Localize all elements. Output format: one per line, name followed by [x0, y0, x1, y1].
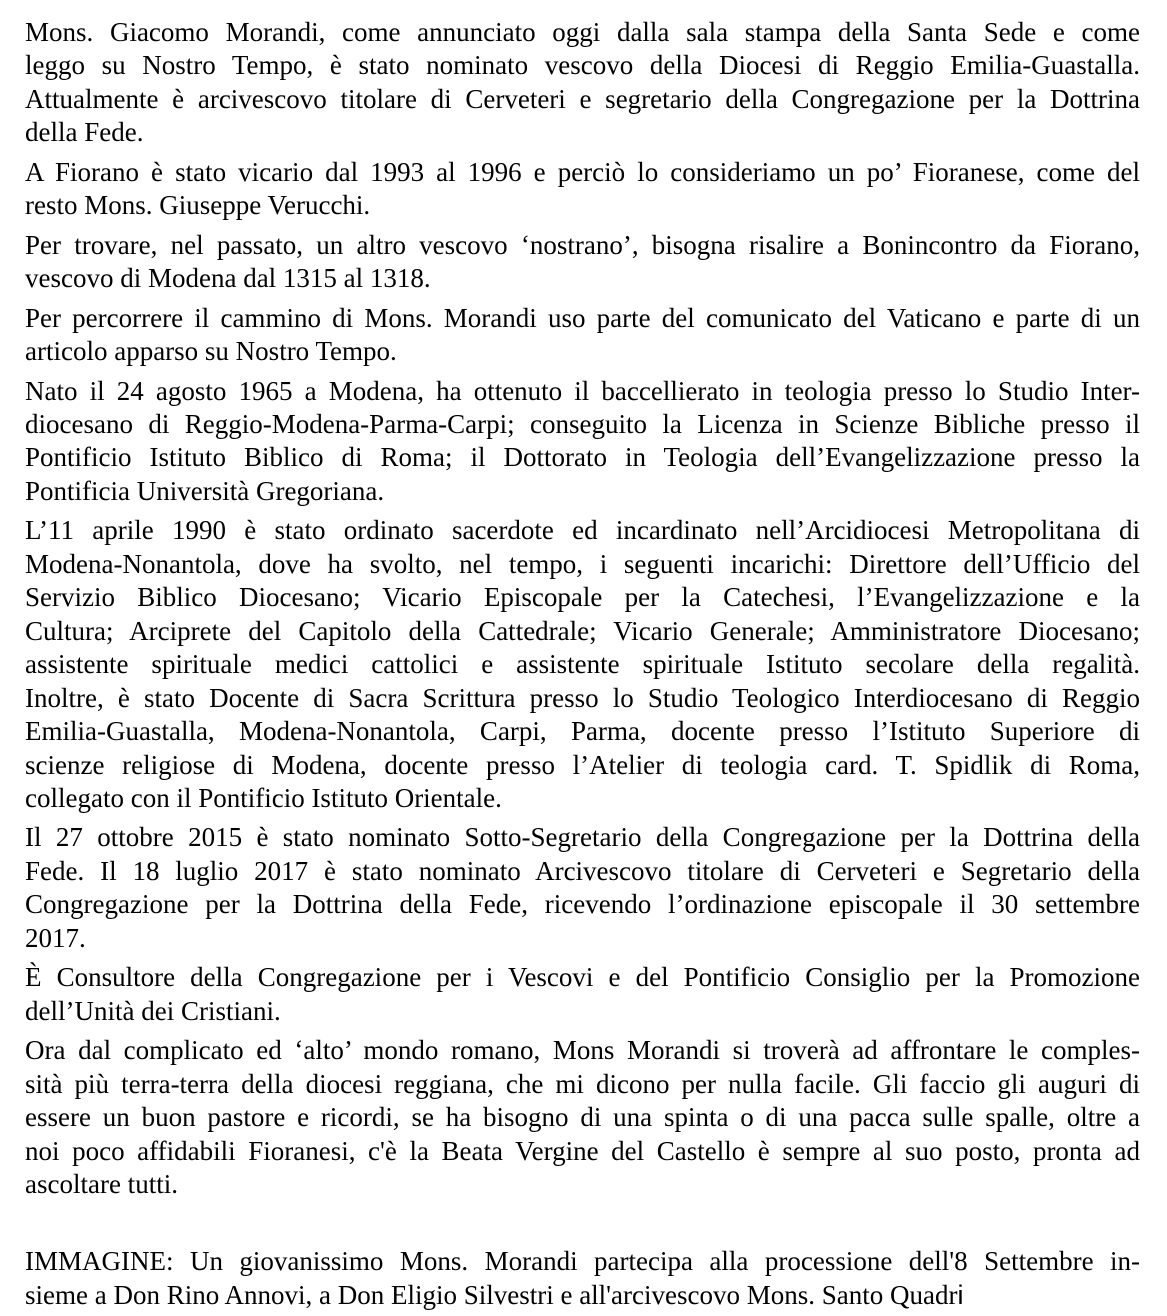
- paragraph-fonti: [25, 302, 1140, 369]
- paragraph-auguri: [25, 1034, 1140, 1201]
- paragraph-nomine-vaticane: [25, 821, 1140, 955]
- paragraph-auguri-line-4: noi poco affidabili Fioranesi, c'è la Beata Vergine del Castello è sempre al suo posto, pronta ad: [25, 1135, 1140, 1166]
- paragraph-auguri-line-3: essere un buon pastore e ricordi, se ha bisogno di una spinta o di una pacca sulle spalle, oltre a: [25, 1102, 1140, 1133]
- paragraph-consultore-line-1: È Consultore della Congregazione per i Vescovi e del Pontificio Consiglio per la Promozione: [25, 962, 1140, 993]
- paragraph-auguri-line-2: sità più terra-terra della diocesi reggiana, che mi dicono per nulla facile. Gli faccio gli auguri di: [25, 1068, 1140, 1099]
- paragraph-studi-line-3: Pontificio Istituto Biblico di Roma; il Dottorato in Teologia dell’Evangelizzazione presso la: [25, 442, 1140, 473]
- paragraph-nomination-line-2: leggo su Nostro Tempo, è stato nominato vescovo della Diocesi di Reggio Emilia-Guastalla.: [25, 50, 1140, 81]
- paragraph-consultore: [25, 961, 1140, 1028]
- paragraph-fiorano-line-2: resto Mons. Giuseppe Verucchi.: [25, 190, 371, 221]
- paragraph-fiorano: [25, 156, 1140, 223]
- paragraph-incarichi-line-3: Servizio Biblico Diocesano; Vicario Episcopale per la Catechesi, l’Evangelizzazione e la: [25, 582, 1140, 613]
- paragraph-nomine-vaticane-line-2: Fede. Il 18 luglio 2017 è stato nominato Arcivescovo titolare di Cerveteri e Segretario della: [25, 855, 1140, 886]
- paragraph-bonincontro-line-1: Per trovare, nel passato, un altro vescovo ‘nostrano’, bisogna risalire a Bonincontro da Fiorano,: [25, 229, 1140, 260]
- paragraph-fonti-line-2: articolo apparso su Nostro Tempo.: [25, 336, 397, 367]
- paragraph-nomination-line-3: Attualmente è arcivescovo titolare di Cerveteri e segretario della Congregazione per la Dottrina: [25, 83, 1140, 114]
- paragraph-incarichi-line-9: collegato con il Pontificio Istituto Orientale.: [25, 782, 502, 813]
- paragraph-nomine-vaticane-line-4: 2017.: [25, 922, 86, 953]
- paragraph-fonti-line-1: Per percorrere il cammino di Mons. Morandi uso parte del comunicato del Vaticano e parte di un: [25, 302, 1140, 333]
- paragraph-nomine-vaticane-line-1: Il 27 ottobre 2015 è stato nominato Sotto-Segretario della Congregazione per la Dottrina della: [25, 822, 1140, 853]
- paragraph-studi: [25, 375, 1140, 509]
- paragraph-incarichi-line-8: scienze religiose di Modena, docente presso l’Atelier di teologia card. T. Spidlik di Roma,: [25, 749, 1140, 780]
- paragraph-incarichi: [25, 514, 1140, 815]
- paragraph-nomine-vaticane-line-3: Congregazione per la Dottrina della Fede, ricevendo l’ordinazione episcopale il 30 settembre: [25, 889, 1140, 920]
- sans-glyph: i: [957, 1279, 964, 1310]
- paragraph-auguri-line-5: ascoltare tutti.: [25, 1168, 178, 1199]
- paragraph-nomination-line-4: della Fede.: [25, 117, 144, 148]
- paragraph-studi-line-1: Nato il 24 agosto 1965 a Modena, ha ottenuto il baccellierato in teologia presso lo Studio Inter-: [25, 375, 1140, 406]
- paragraph-incarichi-line-5: assistente spirituale medici cattolici e assistente spirituale Istituto secolare della regalità.: [25, 649, 1140, 680]
- paragraph-incarichi-line-7: Emilia-Guastalla, Modena-Nonantola, Carpi, Parma, docente presso l’Istituto Superiore di: [25, 716, 1140, 747]
- paragraph-bonincontro: [25, 229, 1140, 296]
- paragraph-studi-line-4: Pontificia Università Gregoriana.: [25, 475, 385, 506]
- paragraph-bonincontro-line-2: vescovo di Modena dal 1315 al 1318.: [25, 263, 431, 294]
- paragraph-incarichi-line-6: Inoltre, è stato Docente di Sacra Scrittura presso lo Studio Teologico Interdiocesano di Reggio: [25, 682, 1140, 713]
- paragraph-studi-line-2: diocesano di Reggio-Modena-Parma-Carpi; conseguito la Licenza in Scienze Bibliche presso il: [25, 408, 1140, 439]
- paragraph-image-caption: [25, 1245, 1140, 1312]
- paragraph-image-caption-line-2: sieme a Don Rino Annovi, a Don Eligio Silvestri e all'arcivescovo Mons. Santo Quadri: [25, 1279, 964, 1310]
- paragraph-incarichi-line-1: L’11 aprile 1990 è stato ordinato sacerdote ed incardinato nell’Arcidiocesi Metropolitana di: [25, 515, 1140, 546]
- paragraph-fiorano-line-1: A Fiorano è stato vicario dal 1993 al 1996 e perciò lo consideriamo un po’ Fioranese, come del: [25, 156, 1140, 187]
- paragraph-consultore-line-2: dell’Unità dei Cristiani.: [25, 995, 281, 1026]
- paragraph-incarichi-line-2: Modena-Nonantola, dove ha svolto, nel tempo, i seguenti incarichi: Direttore dell’Ufficio del: [25, 548, 1140, 579]
- paragraph-nomination-line-1: Mons. Giacomo Morandi, come annunciato oggi dalla sala stampa della Santa Sede e come: [25, 17, 1140, 47]
- paragraph-image-caption-line-1: IMMAGINE: Un giovanissimo Mons. Morandi partecipa alla processione dell'8 Settembre in-: [25, 1246, 1140, 1277]
- paragraph-incarichi-line-4: Cultura; Arciprete del Capitolo della Cattedrale; Vicario Generale; Amministratore Diocesano;: [25, 615, 1140, 646]
- paragraph-auguri-line-1: Ora dal complicato ed ‘alto’ mondo romano, Mons Morandi si troverà ad affrontare le comples-: [25, 1035, 1140, 1066]
- paragraph-nomination: [25, 16, 1140, 150]
